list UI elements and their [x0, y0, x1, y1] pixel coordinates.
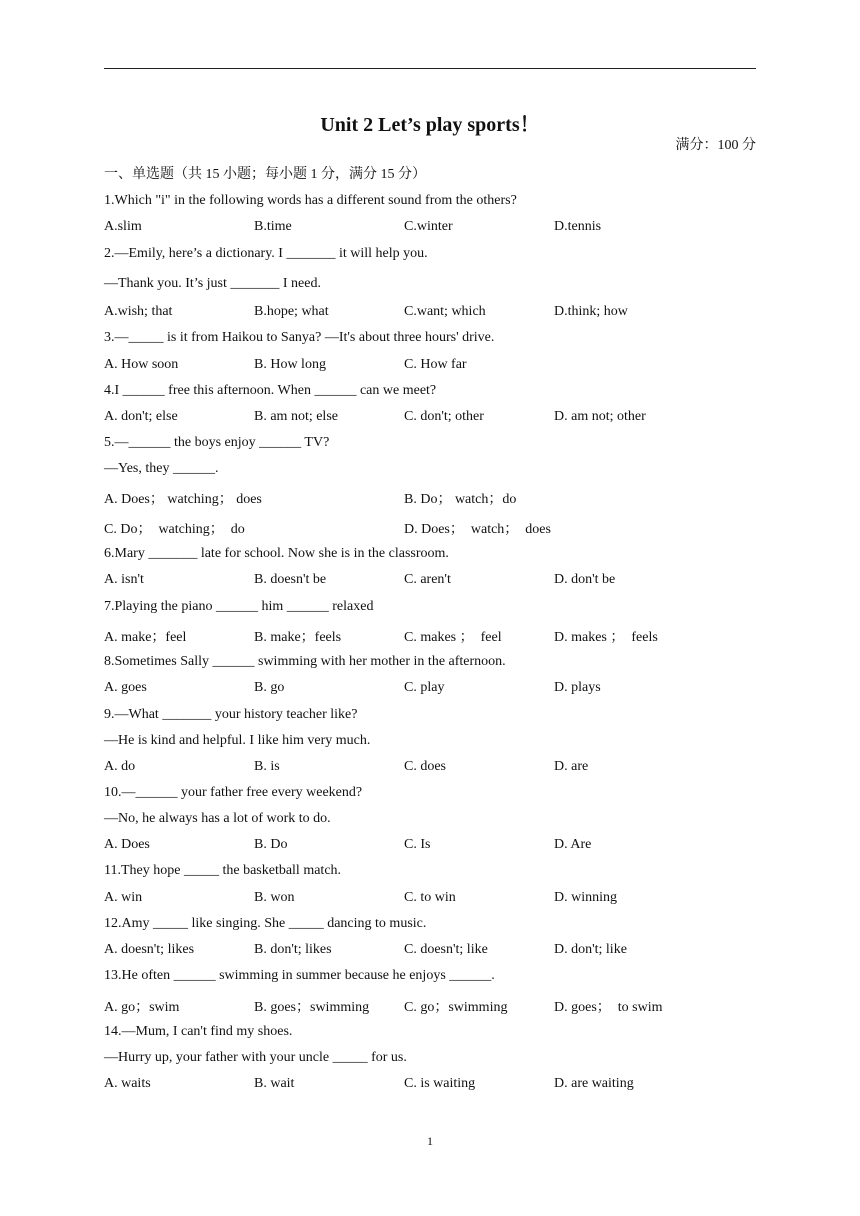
answer-option: D.tennis — [554, 219, 602, 234]
answer-option: A. make；feel — [104, 630, 187, 645]
answer-option: C. aren't — [404, 572, 451, 587]
answer-option: A.wish; that — [104, 304, 173, 319]
answer-option: B.time — [254, 219, 292, 234]
answer-options-row — [104, 357, 756, 377]
answer-option: B. How long — [254, 357, 326, 372]
answer-option: D. makes ； feels — [554, 630, 658, 645]
answer-options-row — [104, 1076, 756, 1096]
answer-option: A. go；swim — [104, 1000, 180, 1015]
question-dialogue-line: —He is kind and helpful. I like him very much. — [104, 733, 371, 748]
full-score: 满分：100 分 — [675, 138, 756, 153]
question-stem: 9.—What _______ your history teacher like? — [104, 707, 358, 722]
question-stem: 8.Sometimes Sally ______ swimming with her mother in the afternoon. — [104, 654, 506, 669]
answer-option: A. How soon — [104, 357, 179, 372]
answer-option: D. are waiting — [554, 1076, 634, 1091]
answer-option: A. waits — [104, 1076, 151, 1091]
question-dialogue-line: —Yes, they ______. — [104, 461, 219, 476]
answer-option: B. Do； watch；do — [404, 492, 517, 507]
page-number: 1 — [427, 1134, 433, 1148]
answer-option: C. Is — [404, 837, 431, 852]
question-stem: 3.—_____ is it from Haikou to Sanya? —It's about three hours' drive. — [104, 330, 495, 345]
answer-options-row — [104, 409, 756, 429]
answer-option: B. wait — [254, 1076, 295, 1091]
answer-option: A. don't; else — [104, 409, 178, 424]
question-dialogue-line: —No, he always has a lot of work to do. — [104, 811, 331, 826]
answer-option: A. isn't — [104, 572, 144, 587]
answer-option: B. won — [254, 890, 295, 905]
answer-options-row — [104, 572, 756, 592]
answer-option: B.hope; what — [254, 304, 329, 319]
question-stem: 13.He often ______ swimming in summer because he enjoys ______. — [104, 968, 495, 983]
answer-option: C. go；swimming — [404, 1000, 508, 1015]
question-stem: 10.—______ your father free every weekend? — [104, 785, 363, 800]
question-stem: 1.Which "i" in the following words has a different sound from the others? — [104, 193, 517, 208]
answer-option: A. Does； watching； does — [104, 492, 262, 507]
answer-option: D. winning — [554, 890, 617, 905]
answer-option: C. How far — [404, 357, 467, 372]
answer-options-row — [104, 759, 756, 779]
answer-option: D. are — [554, 759, 589, 774]
question-stem: 5.—______ the boys enjoy ______ TV? — [104, 435, 330, 450]
question-stem: 11.They hope _____ the basketball match. — [104, 863, 342, 878]
answer-option: B. don't; likes — [254, 942, 332, 957]
question-stem: 4.I ______ free this afternoon. When ______ can we meet? — [104, 383, 437, 398]
answer-option: C. don't; other — [404, 409, 484, 424]
answer-options-row — [104, 680, 756, 700]
answer-option: C. does — [404, 759, 446, 774]
answer-option: D. Does； watch； does — [404, 522, 551, 537]
answer-options-row — [104, 996, 756, 1016]
answer-option: A. win — [104, 890, 143, 905]
answer-option: B. is — [254, 759, 280, 774]
answer-option: A. do — [104, 759, 136, 774]
answer-option: A. Does — [104, 837, 150, 852]
answer-options-row — [104, 219, 756, 239]
answer-options-row — [104, 304, 756, 324]
answer-option: C.winter — [404, 219, 453, 234]
answer-option: D. goes； to swim — [554, 1000, 663, 1015]
answer-option: B. doesn't be — [254, 572, 327, 587]
answer-options-row — [104, 837, 756, 857]
question-stem: 6.Mary _______ late for school. Now she is in the classroom. — [104, 546, 449, 561]
answer-option: D. Are — [554, 837, 592, 852]
header-rule — [104, 68, 756, 69]
answer-option: A.slim — [104, 219, 142, 234]
answer-option: C. doesn't; like — [404, 942, 488, 957]
answer-option: D. plays — [554, 680, 601, 695]
answer-option: A. doesn't; likes — [104, 942, 195, 957]
question-stem: 12.Amy _____ like singing. She _____ dancing to music. — [104, 916, 427, 931]
answer-option: D. don't be — [554, 572, 616, 587]
section-heading: 一、单选题（共 15 小题；每小题 1 分，满分 15 分） — [104, 167, 426, 182]
question-dialogue-line: —Thank you. It’s just _______ I need. — [104, 276, 321, 291]
answer-option: C. is waiting — [404, 1076, 476, 1091]
question-dialogue-line: —Hurry up, your father with your uncle _____ for us. — [104, 1050, 407, 1065]
answer-option: C. makes ； feel — [404, 630, 502, 645]
answer-option: C. to win — [404, 890, 456, 905]
answer-options-row — [104, 890, 756, 910]
answer-option: B. make；feels — [254, 630, 342, 645]
answer-options-row — [104, 942, 756, 962]
answer-option: A. goes — [104, 680, 147, 695]
answer-options-row — [104, 626, 756, 646]
page-title: Unit 2 Let’s play sports！ — [320, 114, 540, 136]
answer-option: D.think; how — [554, 304, 628, 319]
question-stem: 7.Playing the piano ______ him ______ relaxed — [104, 599, 374, 614]
answer-option: B. Do — [254, 837, 288, 852]
answer-option: D. don't; like — [554, 942, 627, 957]
answer-option: B. am not; else — [254, 409, 338, 424]
answer-option: D. am not; other — [554, 409, 646, 424]
answer-option: C. Do； watching； do — [104, 522, 245, 537]
answer-option: C.want; which — [404, 304, 486, 319]
answer-option: B. goes；swimming — [254, 1000, 370, 1015]
answer-option: C. play — [404, 680, 445, 695]
question-stem: 14.—Mum, I can't find my shoes. — [104, 1024, 293, 1039]
answer-options-row — [104, 518, 756, 538]
answer-options-row — [104, 488, 756, 508]
question-stem: 2.—Emily, here’s a dictionary. I _______ it will help you. — [104, 246, 428, 261]
answer-option: B. go — [254, 680, 285, 695]
